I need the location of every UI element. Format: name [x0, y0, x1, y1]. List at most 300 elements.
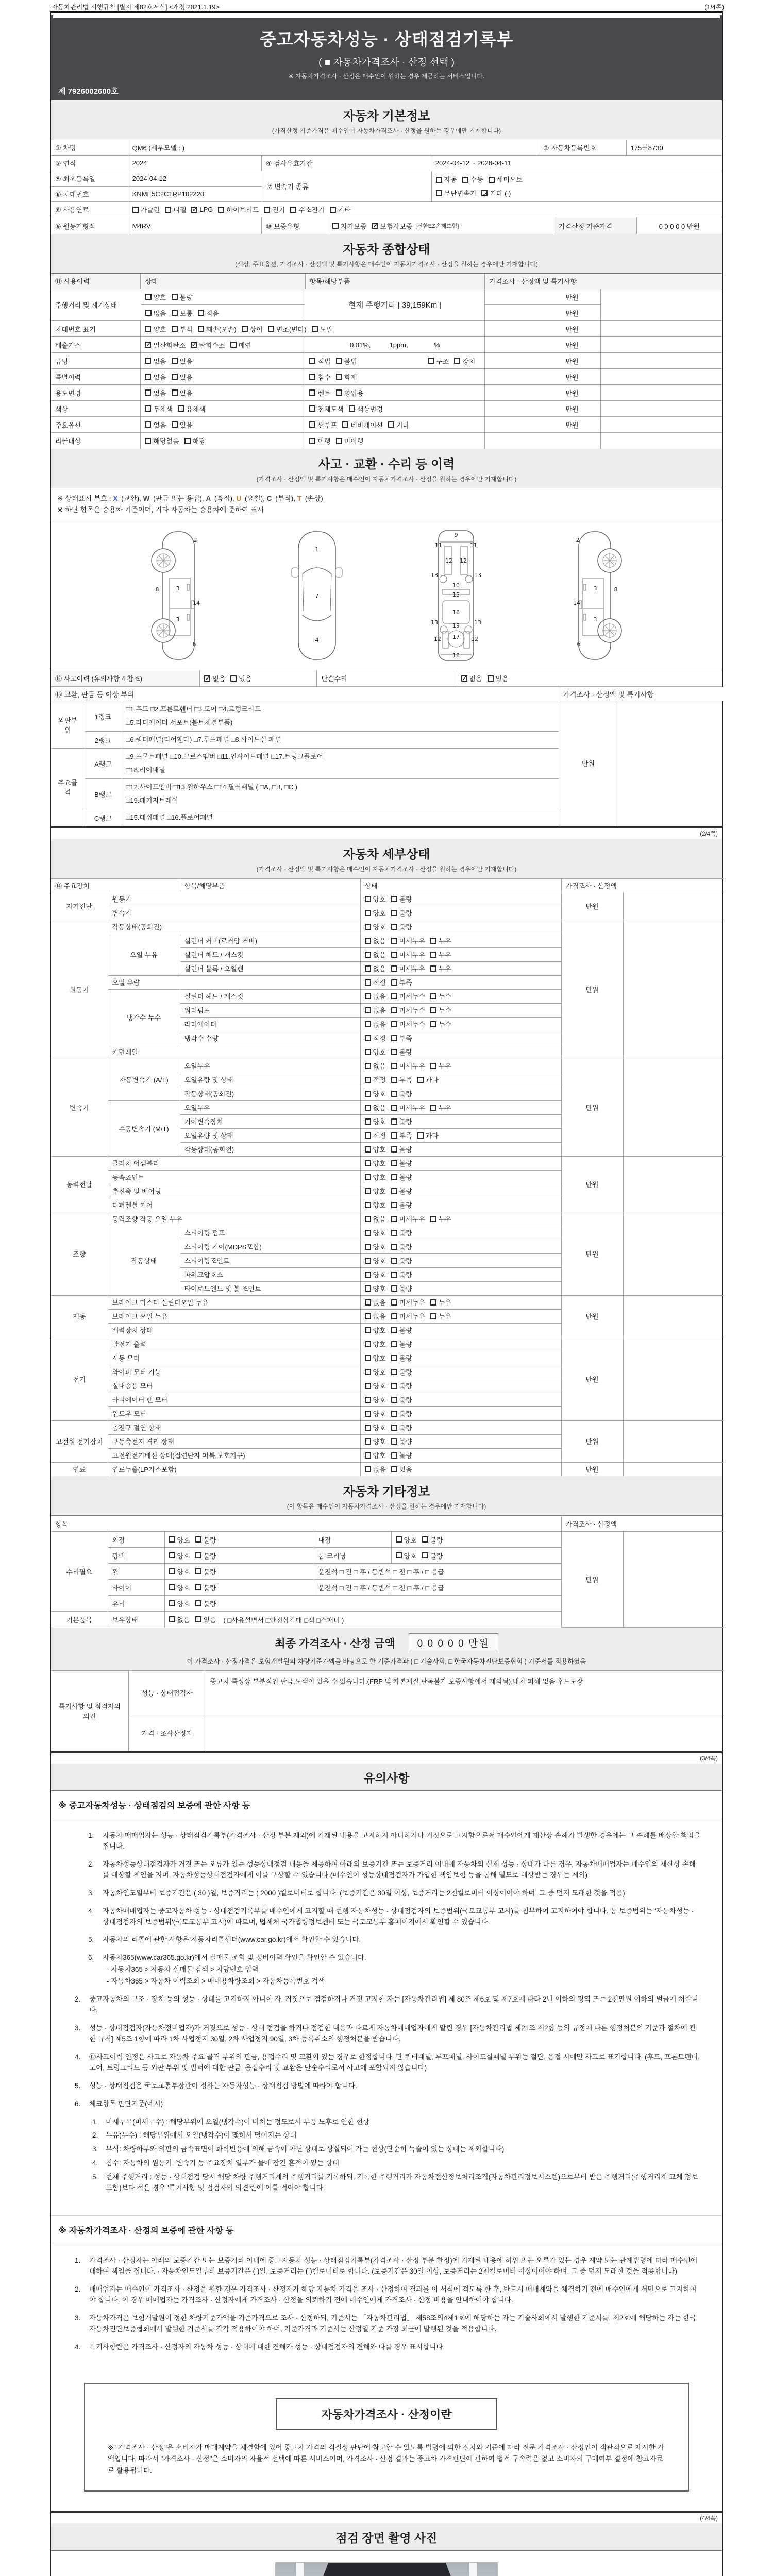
detail-state-option[interactable]: [391, 1019, 425, 1029]
part-state-options[interactable]: [360, 1045, 561, 1059]
hold-state-options[interactable]: [164, 1612, 561, 1628]
checkbox-icon: [312, 326, 318, 332]
part-state-options[interactable]: [360, 1212, 561, 1226]
detail-state-option[interactable]: [391, 1311, 425, 1321]
checkbox-icon: [391, 1063, 397, 1069]
checkbox-icon: [365, 896, 371, 902]
option-label: 자동: [444, 176, 457, 183]
detail-state-option[interactable]: [391, 1116, 412, 1126]
detail-state-option[interactable]: [391, 1409, 412, 1418]
garage-light: [296, 2563, 304, 2576]
checkbox-icon: [218, 207, 224, 213]
etc-item-options[interactable]: [164, 1564, 314, 1580]
notice-item-text: 가격조사 · 산정자는 아래의 보증기간 또는 보증거리 이내에 중고자동차 성능 · 상태점검기록부(가격조사 · 산정 부분 한정)에 기재된 내용에 허위 또는 오류가 있는 경우 계약 또는 관계법령에 따라 매수인에 대하여 책임을 집니다. · 자동차인도일부터 보증기간은 ( )일, 보증거리는 ( )킬로미터로 합니다. (보증기간은 30일 이상, 보증거리는 2천킬로미터 이상이어야 하며, 그 중 먼저 도래한 것을 적용합니다): [89, 2257, 698, 2275]
emission-option[interactable]: [230, 340, 251, 350]
detail-state-option[interactable]: [430, 950, 451, 959]
etc-option[interactable]: [169, 1583, 190, 1592]
hold-option[interactable]: [169, 1615, 190, 1624]
accident-history-option[interactable]: [230, 673, 251, 683]
fuel-option[interactable]: [264, 205, 285, 214]
state-option[interactable]: [172, 388, 193, 398]
checkbox-icon: [391, 1299, 397, 1306]
status-symbol-label: (손상): [303, 495, 323, 502]
part-state-options[interactable]: [360, 975, 561, 989]
detail-state-option[interactable]: [391, 950, 425, 959]
option-label: 양호: [373, 1424, 386, 1432]
part-state-options[interactable]: [360, 892, 561, 906]
option-label: 많음: [153, 309, 166, 317]
option-label: 영업용: [344, 389, 364, 397]
panel-number: 12: [445, 557, 452, 564]
detail-state-option[interactable]: [391, 1464, 412, 1474]
detail-state-option[interactable]: [365, 922, 386, 931]
detail-state-option[interactable]: [391, 1367, 412, 1377]
detail-state-option[interactable]: [391, 1353, 412, 1363]
tuning-kind-option[interactable]: [454, 356, 475, 366]
detail-state-option[interactable]: [391, 1047, 412, 1057]
detail-state-option[interactable]: [365, 1130, 386, 1140]
panel-checkbox-list[interactable]: □6.쿼터패널(리어휀다) □7.루프패널 □8.사이드실 패널: [122, 732, 559, 749]
item-option[interactable]: [336, 372, 357, 382]
checkbox-icon: [242, 326, 248, 332]
vin-marking-option[interactable]: [145, 324, 166, 334]
fuel-option[interactable]: [191, 206, 213, 213]
detail-state-option[interactable]: [430, 1297, 451, 1307]
emission-option[interactable]: [191, 340, 225, 350]
part-state-options[interactable]: [360, 1323, 561, 1337]
item-option[interactable]: [336, 436, 364, 446]
detail-state-option[interactable]: [365, 1409, 386, 1418]
checkbox-icon: [365, 1425, 371, 1431]
detail-state-option[interactable]: [391, 1214, 425, 1224]
etc-option[interactable]: [422, 1535, 443, 1545]
tuning-option[interactable]: [172, 356, 193, 366]
detail-state-option[interactable]: [365, 908, 386, 918]
part-state-options[interactable]: [360, 1059, 561, 1073]
accident-history-option[interactable]: [204, 673, 225, 683]
part-state-options[interactable]: [360, 1267, 561, 1281]
part-state-options[interactable]: [360, 1337, 561, 1351]
part-state-options[interactable]: [360, 1003, 561, 1017]
checkbox-icon: [365, 1397, 371, 1403]
detail-state-option[interactable]: [430, 1311, 451, 1321]
notice-item-number: 3.: [75, 2314, 81, 2322]
part-state-options[interactable]: [360, 1226, 561, 1240]
part-group: 수동변속기 (M/T): [108, 1100, 180, 1156]
detail-state-option[interactable]: [365, 1158, 386, 1168]
state-option[interactable]: [145, 436, 179, 446]
option-label: 미세누유: [399, 1313, 425, 1320]
fuel-option[interactable]: [290, 205, 324, 214]
detail-state-option[interactable]: [365, 1075, 386, 1084]
fuel-option[interactable]: [218, 205, 259, 214]
option-label: 양호: [373, 1048, 386, 1056]
checkbox-icon: [391, 1383, 397, 1389]
detail-state-option[interactable]: [365, 1256, 386, 1265]
vin-marking-option[interactable]: [198, 324, 237, 334]
part-state-options[interactable]: [360, 1420, 561, 1434]
detail-state-option[interactable]: [417, 1075, 439, 1084]
detail-state-option[interactable]: [365, 1395, 386, 1404]
detail-state-option[interactable]: [391, 1242, 412, 1251]
transmission-option[interactable]: [462, 173, 483, 186]
part-state-options[interactable]: [360, 1281, 561, 1295]
detail-state-option[interactable]: [391, 1200, 412, 1210]
etc-option[interactable]: [169, 1599, 190, 1608]
detail-state-option[interactable]: [417, 1130, 439, 1140]
panel-checkbox-list[interactable]: □9.프론트패널 □10.크로스멤버 □11.인사이드패널 □17.트렁크플로어 □18.리어패널: [122, 749, 559, 779]
part-state-options[interactable]: [360, 1100, 561, 1114]
item-option[interactable]: [309, 388, 330, 398]
etc-option[interactable]: [195, 1551, 216, 1561]
car-name-value: QM6 (세부모델 : ): [128, 140, 539, 155]
etc-section-header: [51, 1476, 722, 1516]
etc-item-options[interactable]: [164, 1580, 314, 1596]
etc-option[interactable]: [169, 1535, 190, 1545]
device-name: 조향: [51, 1212, 108, 1295]
etc-item-options[interactable]: [164, 1548, 314, 1564]
repair-table: [51, 687, 724, 826]
detail-state-option[interactable]: [391, 1130, 412, 1140]
detail-state-option[interactable]: [391, 1144, 412, 1154]
remark-cell: [601, 401, 722, 416]
tuning-legal-option[interactable]: [336, 356, 357, 366]
detail-state-option[interactable]: [391, 1325, 412, 1335]
option-label: 양호: [177, 1584, 190, 1592]
checkbox-icon: [365, 910, 371, 916]
detail-state-option[interactable]: [365, 991, 386, 1001]
part-state-options[interactable]: [360, 1462, 561, 1476]
option-label: 무단변속기: [444, 189, 477, 197]
etc-option[interactable]: [169, 1551, 190, 1561]
detail-state-option[interactable]: [365, 950, 386, 959]
detail-state-option[interactable]: [391, 1172, 412, 1182]
checkbox-icon: [391, 1411, 397, 1417]
checkbox-icon: [365, 1035, 371, 1041]
field-label: ① 차명: [51, 140, 128, 155]
mileage-amount-option[interactable]: [145, 308, 166, 318]
detail-state-option[interactable]: [365, 1422, 386, 1432]
panel-checkbox-list[interactable]: □15.대쉬패널 □16.플로어패널: [122, 809, 559, 826]
checkbox-icon: [430, 993, 436, 999]
etc-item-options[interactable]: [391, 1532, 561, 1548]
mileage-meter-option[interactable]: [172, 292, 193, 302]
option-label: 양호: [373, 1438, 386, 1446]
checkbox-icon: [195, 1552, 201, 1558]
transmission-option[interactable]: [436, 173, 457, 186]
basic-info-table: [51, 140, 722, 234]
notice-item: [88, 1831, 701, 1852]
item-option[interactable]: [349, 404, 383, 414]
detail-state-option[interactable]: [365, 1325, 386, 1335]
hold-option[interactable]: [195, 1615, 216, 1624]
page-marker-3: (3/4쪽): [700, 1756, 718, 1762]
part-state-options[interactable]: [360, 1087, 561, 1100]
detail-state-option[interactable]: [365, 1353, 386, 1363]
detail-state-option[interactable]: [365, 1005, 386, 1015]
part-state-options[interactable]: [360, 1184, 561, 1198]
tuning-legal-option[interactable]: [309, 356, 330, 366]
etc-option[interactable]: [422, 1551, 443, 1561]
detail-state-option[interactable]: [365, 1450, 386, 1460]
detail-state-option[interactable]: [365, 1019, 386, 1029]
panel-number: 12: [471, 636, 478, 642]
detail-state-option[interactable]: [365, 1103, 386, 1112]
option-label: 도말: [320, 325, 333, 333]
fuel-option[interactable]: [132, 205, 160, 214]
etc-option[interactable]: [396, 1551, 417, 1561]
detail-state-option[interactable]: [391, 1422, 412, 1432]
state-option[interactable]: [172, 420, 193, 430]
vin-marking-option[interactable]: [172, 324, 193, 334]
part-state-options[interactable]: [360, 920, 561, 934]
detail-state-option[interactable]: [391, 1269, 412, 1279]
notice-item-number: 4.: [75, 2053, 81, 2061]
option-label: 불량: [399, 1368, 412, 1376]
notice-subitem: [92, 2144, 701, 2155]
detail-state-option[interactable]: [391, 894, 412, 904]
detail-state-option[interactable]: [430, 1061, 451, 1071]
detail-state-option[interactable]: [365, 1033, 386, 1043]
part-state-options[interactable]: [360, 1351, 561, 1365]
detail-state-option[interactable]: [365, 1269, 386, 1279]
item-option[interactable]: [342, 420, 383, 430]
part-state-options[interactable]: [360, 1142, 561, 1156]
option-label: 미세누수: [399, 1007, 425, 1014]
item-option[interactable]: [336, 388, 364, 398]
panel-checkbox-list[interactable]: □1.후드 □2.프론트휀더 □3.도어 □4.트렁크리드 □5.라디에이터 서포트(볼트체결부품): [122, 701, 559, 732]
detail-state-option[interactable]: [391, 1381, 412, 1391]
warranty-option[interactable]: [332, 221, 366, 231]
state-option[interactable]: [145, 404, 173, 414]
page-marker-2: (2/4쪽): [700, 831, 718, 837]
item-option[interactable]: [388, 420, 409, 430]
state-option[interactable]: [145, 388, 166, 398]
detail-state-option[interactable]: [391, 908, 412, 918]
part-name: 오일누유: [180, 1100, 360, 1114]
option-label: 과다: [425, 1132, 439, 1140]
vin-marking-option[interactable]: [312, 324, 333, 334]
detail-state-option[interactable]: [391, 1283, 412, 1293]
detail-state-option[interactable]: [391, 1297, 425, 1307]
part-state-options[interactable]: [360, 1017, 561, 1031]
option-label: 누수: [438, 1007, 451, 1014]
state-option[interactable]: [145, 372, 166, 382]
detail-state-option[interactable]: [391, 936, 425, 945]
overall-title: 자동차 종합상태: [343, 243, 430, 257]
tuning-option[interactable]: [145, 356, 166, 366]
vin-marking-option[interactable]: [268, 324, 307, 334]
part-state-options[interactable]: [360, 1448, 561, 1462]
detail-state-option[interactable]: [391, 1228, 412, 1238]
detail-state-option[interactable]: [391, 922, 412, 931]
simple-repair-option[interactable]: [488, 673, 509, 683]
part-state-options[interactable]: [360, 934, 561, 947]
detail-state-option[interactable]: [365, 1200, 386, 1210]
panel-number: 7: [315, 592, 319, 599]
part-state-options[interactable]: [360, 1406, 561, 1420]
detail-state-option[interactable]: [365, 1089, 386, 1098]
detail-state-option[interactable]: [430, 1103, 451, 1112]
checkbox-icon: [365, 924, 371, 930]
detail-state-option[interactable]: [391, 1339, 412, 1349]
checkbox-icon: [365, 1466, 371, 1472]
etc-option[interactable]: [195, 1567, 216, 1577]
part-state-options[interactable]: [360, 1031, 561, 1045]
item-option[interactable]: [309, 420, 337, 430]
part-state-options[interactable]: [360, 1156, 561, 1170]
item-option[interactable]: [309, 372, 330, 382]
mileage-amount-option[interactable]: [172, 308, 193, 318]
detail-state-option[interactable]: [365, 977, 386, 987]
state-option[interactable]: [178, 404, 206, 414]
part-state-options[interactable]: [360, 989, 561, 1003]
part-state-options[interactable]: [360, 1393, 561, 1406]
price-unit: 만원: [485, 401, 600, 416]
detail-state-option[interactable]: [391, 1061, 425, 1071]
detail-state-option[interactable]: [365, 963, 386, 973]
price-subcolumn: [485, 289, 600, 320]
detail-state-option[interactable]: [365, 1242, 386, 1251]
notice-item-number: 1.: [88, 1832, 94, 1839]
checkbox-icon: [230, 675, 237, 682]
checkbox-icon: [391, 1425, 397, 1431]
detail-state-option[interactable]: [391, 1256, 412, 1265]
detail-state-option[interactable]: [391, 1005, 425, 1015]
simple-repair-option[interactable]: [461, 673, 482, 683]
part-state-options[interactable]: [360, 961, 561, 975]
part-state-options[interactable]: [360, 947, 561, 961]
detail-state-option[interactable]: [391, 991, 425, 1001]
fuel-option[interactable]: [165, 205, 186, 214]
etc-option[interactable]: [169, 1567, 190, 1577]
warranty-option[interactable]: [372, 221, 413, 231]
detail-state-option[interactable]: [391, 1186, 412, 1196]
part-state-options[interactable]: [360, 1073, 561, 1087]
notice-item: [88, 1859, 701, 1881]
part-state-options[interactable]: [360, 1295, 561, 1309]
remark-cell: [623, 1295, 724, 1337]
option-label: 없음: [153, 357, 166, 365]
detail-state-option[interactable]: [365, 1311, 386, 1321]
detail-state-option[interactable]: [365, 1214, 386, 1224]
detail-state-option[interactable]: [391, 1436, 412, 1446]
etc-item-options[interactable]: [391, 1548, 561, 1564]
detail-state-option[interactable]: [391, 1395, 412, 1404]
detail-state-option[interactable]: [365, 1061, 386, 1071]
detail-state-option[interactable]: [365, 1228, 386, 1238]
position-options[interactable]: 운전석 □ 전 □ 후 / 동반석 □ 전 □ 후 / □ 응급: [314, 1580, 561, 1596]
detail-state-option[interactable]: [365, 1283, 386, 1293]
part-state-options[interactable]: [360, 906, 561, 920]
vin-marking-option[interactable]: [242, 324, 263, 334]
etc-item-options[interactable]: [164, 1596, 561, 1612]
option-label: 양호: [373, 1341, 386, 1348]
option-label: 하이브리드: [226, 206, 259, 214]
transmission-option[interactable]: [481, 187, 511, 200]
detail-state-option[interactable]: [430, 991, 451, 1001]
position-options[interactable]: 운전석 □ 전 □ 후 / 동반석 □ 전 □ 후 / □ 응급: [314, 1564, 561, 1580]
fuel-option[interactable]: [330, 205, 351, 214]
detail-state-option[interactable]: [365, 1367, 386, 1377]
detail-state-option[interactable]: [365, 1436, 386, 1446]
option-label: 불량: [399, 1341, 412, 1348]
checkbox-icon: [172, 310, 178, 316]
detail-state-option[interactable]: [430, 1214, 451, 1224]
detail-state-option[interactable]: [365, 1186, 386, 1196]
part-state-options[interactable]: [360, 1240, 561, 1253]
item-option[interactable]: [309, 404, 343, 414]
transmission-option[interactable]: [436, 187, 477, 200]
part-state-options[interactable]: [360, 1170, 561, 1184]
detail-state-option[interactable]: [430, 936, 451, 945]
detail-state-option[interactable]: [391, 1158, 412, 1168]
detail-state-option[interactable]: [391, 1450, 412, 1460]
detail-state-option[interactable]: [430, 1019, 451, 1029]
mileage-amount-option[interactable]: [198, 308, 219, 318]
emission-option[interactable]: [145, 340, 186, 350]
detail-state-option[interactable]: [391, 1075, 412, 1084]
mileage-meter-option[interactable]: [145, 292, 166, 302]
tuning-kind-option[interactable]: [428, 356, 449, 366]
transmission-option[interactable]: [489, 173, 523, 186]
etc-option[interactable]: [396, 1535, 417, 1545]
detail-state-option[interactable]: [365, 1172, 386, 1182]
detail-state-option[interactable]: [365, 1047, 386, 1057]
item-option[interactable]: [309, 436, 330, 446]
part-state-options[interactable]: [360, 1379, 561, 1393]
part-state-options[interactable]: [360, 1365, 561, 1379]
detail-state-option[interactable]: [391, 1089, 412, 1098]
detail-state-option[interactable]: [430, 1005, 451, 1015]
detail-state-option[interactable]: [365, 1381, 386, 1391]
etc-option[interactable]: [195, 1583, 216, 1592]
state-option[interactable]: [172, 372, 193, 382]
detail-state-option[interactable]: [391, 977, 412, 987]
detail-state-option[interactable]: [365, 1297, 386, 1307]
part-state-options[interactable]: [360, 1253, 561, 1267]
detail-state-option[interactable]: [365, 1116, 386, 1126]
page-gap-2: [51, 1753, 722, 1764]
part-state-options[interactable]: [360, 1309, 561, 1323]
etc-option[interactable]: [195, 1535, 216, 1545]
part-state-options[interactable]: [360, 1114, 561, 1128]
detail-state-option[interactable]: [365, 1339, 386, 1349]
detail-state-option[interactable]: [430, 963, 451, 973]
notice-item: [88, 1906, 701, 1928]
state-option[interactable]: [145, 420, 166, 430]
option-label: 불량: [399, 1243, 412, 1251]
etc-item-options[interactable]: [164, 1532, 314, 1548]
item-options: [305, 401, 485, 416]
detail-state-option[interactable]: [391, 1103, 425, 1112]
part-state-options[interactable]: [360, 1198, 561, 1212]
option-label: 썬루프: [317, 421, 338, 429]
panel-checkbox-list[interactable]: □12.사이드멤버 □13.휠하우스 □14.필러패널 ( □A, □B, □C ) □19.패키지트레이: [122, 779, 559, 809]
part-state-options[interactable]: [360, 1434, 561, 1448]
etc-option[interactable]: [195, 1599, 216, 1608]
option-label: 누수: [438, 993, 451, 1001]
detail-state-option[interactable]: [365, 1464, 386, 1474]
detail-state-option[interactable]: [391, 1033, 412, 1043]
state-option[interactable]: [184, 436, 206, 446]
detail-state-option[interactable]: [391, 963, 425, 973]
detail-state-option[interactable]: [365, 894, 386, 904]
document-header: [51, 15, 722, 100]
part-state-options[interactable]: [360, 1128, 561, 1142]
detail-state-option[interactable]: [365, 936, 386, 945]
detail-state-option[interactable]: [365, 1144, 386, 1154]
